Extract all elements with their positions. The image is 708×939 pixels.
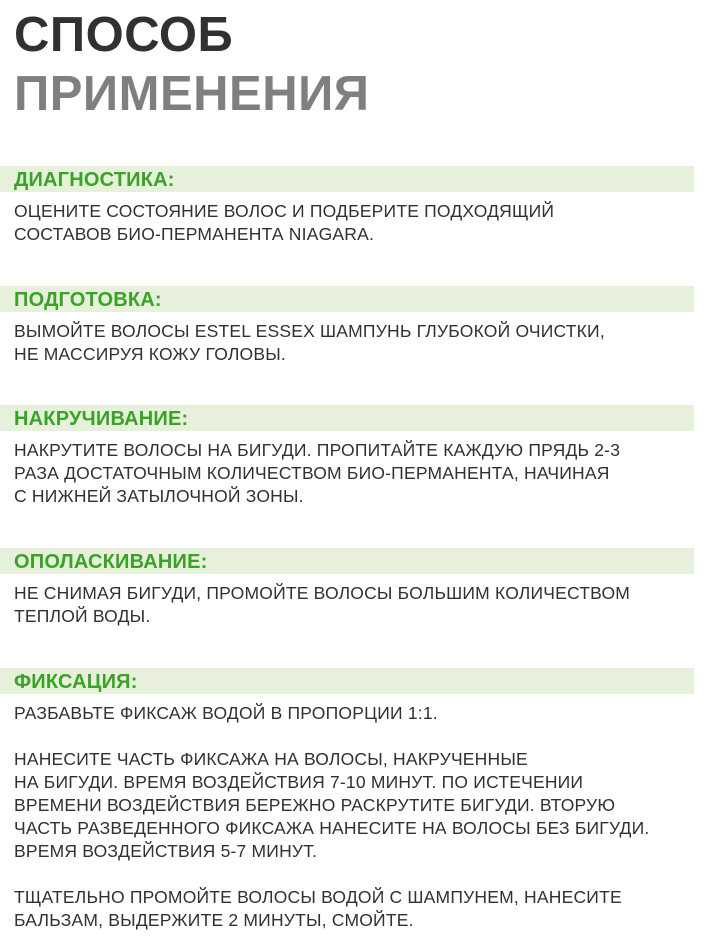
text-line: СОСТАВОВ БИО-ПЕРМАНЕНТА NIAGARA. [14,224,375,244]
text-line: ТЩАТЕЛЬНО ПРОМОЙТЕ ВОЛОСЫ ВОДОЙ С ШАМПУНЕМ, НАНЕСИТЕ [14,887,622,907]
text-line: РАЗА ДОСТАТОЧНЫМ КОЛИЧЕСТВОМ БИО-ПЕРМАНЕНТА, НАЧИНАЯ [14,463,610,483]
text-line: ВЫМОЙТЕ ВОЛОСЫ ESTEL ESSEX ШАМПУНЬ ГЛУБОКОЙ ОЧИСТКИ, [14,321,605,341]
section-heading: ОПОЛАСКИВАНИЕ: [14,551,208,573]
section-heading: ФИКСАЦИЯ: [14,671,138,693]
text-line: БАЛЬЗАМ, ВЫДЕРЖИТЕ 2 МИНУТЫ, СМОЙТЕ. [14,910,414,930]
section-body [14,320,704,366]
text-line: ВРЕМЕНИ ВОЗДЕЙСТВИЯ БЕРЕЖНО РАСКРУТИТЕ БИГУДИ. ВТОРУЮ [14,795,616,815]
page-title-line-2: ПРИМЕНЕНИЯ [14,67,370,121]
text-line: НЕ МАССИРУЯ КОЖУ ГОЛОВЫ. [14,344,286,364]
text-line: РАЗБАВЬТЕ ФИКСАЖ ВОДОЙ В ПРОПОРЦИИ 1:1. [14,703,438,723]
section-body [14,582,704,628]
section-body [14,702,704,932]
text-line: НАНЕСИТЕ ЧАСТЬ ФИКСАЖА НА ВОЛОСЫ, НАКРУЧЕННЫЕ [14,749,528,769]
text-line: НЕ СНИМАЯ БИГУДИ, ПРОМОЙТЕ ВОЛОСЫ БОЛЬШИМ КОЛИЧЕСТВОМ [14,583,631,603]
text-line: НА БИГУДИ. ВРЕМЯ ВОЗДЕЙСТВИЯ 7-10 МИНУТ. ПО ИСТЕЧЕНИИ [14,772,584,792]
text-line: С НИЖНЕЙ ЗАТЫЛОЧНОЙ ЗОНЫ. [14,486,304,506]
section-heading: ДИАГНОСТИКА: [14,169,175,191]
section-body [14,439,704,508]
section-body [14,200,704,246]
text-line: ОЦЕНИТЕ СОСТОЯНИЕ ВОЛОС И ПОДБЕРИТЕ ПОДХОДЯЩИЙ [14,201,555,221]
section-heading: ПОДГОТОВКА: [14,289,162,311]
text-line: ВРЕМЯ ВОЗДЕЙСТВИЯ 5-7 МИНУТ. [14,841,318,861]
text-line: НАКРУТИТЕ ВОЛОСЫ НА БИГУДИ. ПРОПИТАЙТЕ КАЖДУЮ ПРЯДЬ 2-3 [14,440,621,460]
page-title-line-1: СПОСОБ [14,8,234,62]
text-line: ТЕПЛОЙ ВОДЫ. [14,606,151,626]
section-heading: НАКРУЧИВАНИЕ: [14,408,189,430]
text-line: ЧАСТЬ РАЗВЕДЕННОГО ФИКСАЖА НАНЕСИТЕ НА ВОЛОСЫ БЕЗ БИГУДИ. [14,818,650,838]
